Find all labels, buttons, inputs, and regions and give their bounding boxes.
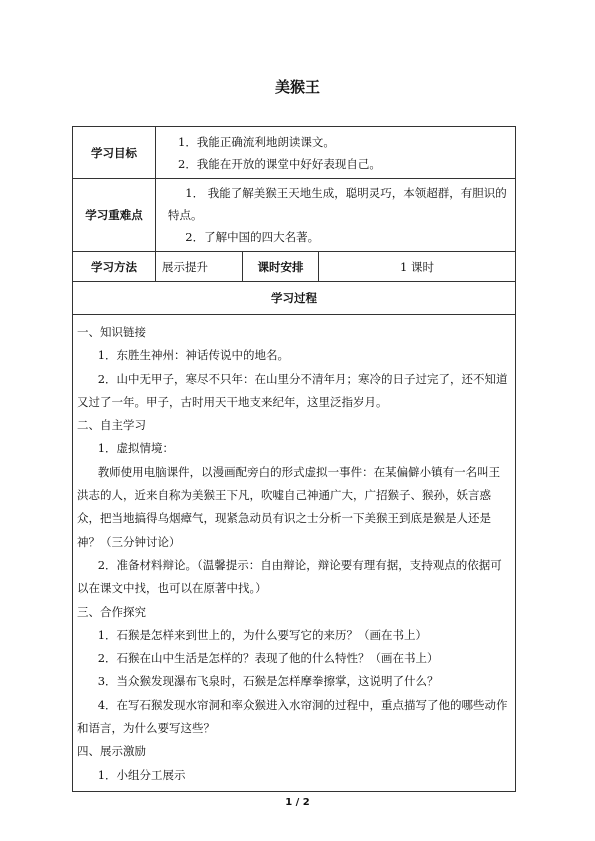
time-value: 1 课时 xyxy=(319,252,516,282)
lesson-table xyxy=(72,126,516,792)
process-section-heading: 一、知识链接 xyxy=(77,325,146,339)
process-paragraph: 教师使用电脑课件，以漫画配旁白的形式虚拟一事件：在某偏僻小镇有一名叫王洪志的人，近来自称为美猴王下凡，吹嘘自己神通广大，广招猴子、猴孙，妖言惑众，把当地搞得乌烟瘴气，现紧急动员有识之士分析一下美猴王到底是猴是人还是神？（三分钟讨论） xyxy=(77,464,501,549)
process-row xyxy=(73,315,516,792)
keypoint-item: 1． 我能了解美猴王天地生成，聪明灵巧，本领超群，有胆识的特点。 xyxy=(168,186,507,222)
keypoints-content xyxy=(156,179,516,252)
process-paragraph: 1．石猴是怎样来到世上的，为什么要写它的来历？（画在书上） xyxy=(97,627,428,642)
page-title: 美猴王 xyxy=(274,78,320,96)
method-label: 学习方法 xyxy=(73,252,156,282)
process-section-heading: 三、合作探究 xyxy=(77,604,146,619)
time-label: 课时安排 xyxy=(243,252,319,282)
method-value: 展示提升 xyxy=(156,252,243,282)
process-paragraph: 2．山中无甲子，寒尽不只年：在山里分不清年月；寒冷的日子过完了，还不知道又过了一年。甲子，古时用天干地支来纪年，这里泛指岁月。 xyxy=(77,371,508,409)
process-paragraph: 1．虚拟情境： xyxy=(97,441,175,456)
keypoints-row xyxy=(73,179,516,252)
keypoints-label: 学习重难点 xyxy=(73,179,156,252)
process-paragraph: 1．东胜生神州：神话传说中的地名。 xyxy=(97,348,290,363)
keypoint-item: 2．了解中国的四大名著。 xyxy=(185,230,320,244)
process-section-heading: 四、展示激励 xyxy=(77,744,146,759)
process-paragraph: 1．小组分工展示 xyxy=(97,767,186,782)
page-number: 1 / 2 xyxy=(285,797,310,808)
process-content xyxy=(73,315,516,792)
process-paragraph: 4．在写石猴发现水帘洞和率众猴进入水帘洞的过程中，重点描写了他的哪些动作和语言，为什么要写这些？ xyxy=(77,697,508,736)
goal-item: 2．我能在开放的课堂中好好表现自己。 xyxy=(178,156,381,171)
process-header-row xyxy=(73,282,516,315)
process-paragraph: 2．准备材料辩论。（温馨提示：自由辩论，辩论要有理有据，支持观点的依据可以在课文中找，也可以在原著中找。） xyxy=(77,557,502,596)
goal-item: 1．我能正确流利地朗读课文。 xyxy=(178,134,335,149)
goals-row xyxy=(73,127,516,179)
process-paragraph: 3．当众猴发现瀑布飞泉时，石猴是怎样摩拳擦掌，这说明了什么？ xyxy=(97,674,439,689)
process-section-heading: 二、自主学习 xyxy=(77,418,146,433)
process-lines xyxy=(77,321,509,787)
process-paragraph: 2．石猴在山中生活是怎样的？表现了他的什么特性？（画在书上） xyxy=(97,651,439,666)
method-row xyxy=(73,252,516,282)
goals-content xyxy=(156,127,516,179)
process-label: 学习过程 xyxy=(73,282,516,315)
goals-label: 学习目标 xyxy=(73,127,156,179)
